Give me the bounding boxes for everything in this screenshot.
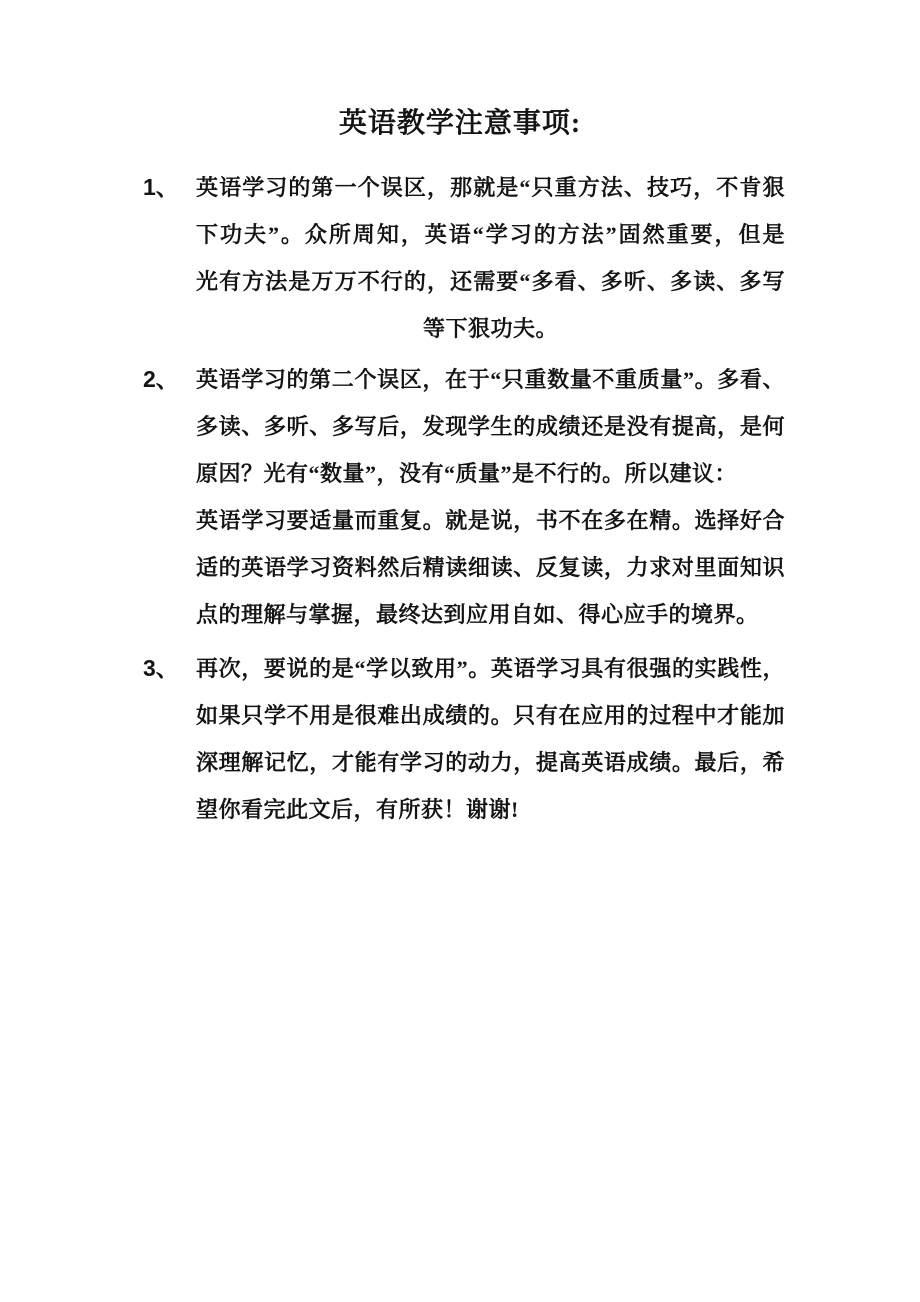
list-item-number: 2、	[143, 366, 179, 392]
text-line: 再次，要说的是“学以致用”。英语学习具有很强的实践性，	[196, 656, 785, 681]
list-item	[143, 645, 920, 833]
text-line: 望你看完此文后，有所获！谢谢!	[196, 797, 519, 822]
text-line: 点的理解与掌握，最终达到应用自如、得心应手的境界。	[196, 602, 759, 627]
text-line: 深理解记忆，才能有学习的动力，提高英语成绩。最后，希	[196, 750, 785, 775]
text-line: 如果只学不用是很难出成绩的。只有在应用的过程中才能加	[196, 703, 785, 728]
list-item	[143, 164, 920, 352]
list-item-number: 1、	[143, 174, 179, 200]
list-item-text	[196, 356, 785, 638]
text-line: 多读、多听、多写后，发现学生的成绩还是没有提高，是何	[196, 414, 785, 439]
text-line: 原因？光有“数量”，没有“质量”是不行的。所以建议：	[196, 461, 738, 486]
list-item	[143, 356, 920, 638]
list-item-text	[196, 645, 785, 833]
text-line: 英语学习要适量而重复。就是说，书不在多在精。选择好合	[196, 508, 785, 533]
text-line: 光有方法是万万不行的，还需要“多看、多听、多读、多写	[196, 269, 785, 294]
text-line: 适的英语学习资料然后精读细读、反复读，力求对里面知识	[196, 555, 785, 580]
text-line: 等下狠功夫。	[422, 316, 558, 341]
document-title: 英语教学注意事项:	[338, 108, 582, 139]
text-line: 英语学习的第一个误区，那就是“只重方法、技巧，不肯狠	[196, 175, 785, 200]
text-line: 英语学习的第二个误区，在于“只重数量不重质量”。多看、	[196, 367, 785, 392]
text-line: 下功夫”。众所周知，英语“学习的方法”固然重要，但是	[196, 222, 785, 247]
list-item-number: 3、	[143, 655, 179, 681]
numbered-list	[143, 164, 920, 833]
list-item-text	[196, 164, 785, 352]
